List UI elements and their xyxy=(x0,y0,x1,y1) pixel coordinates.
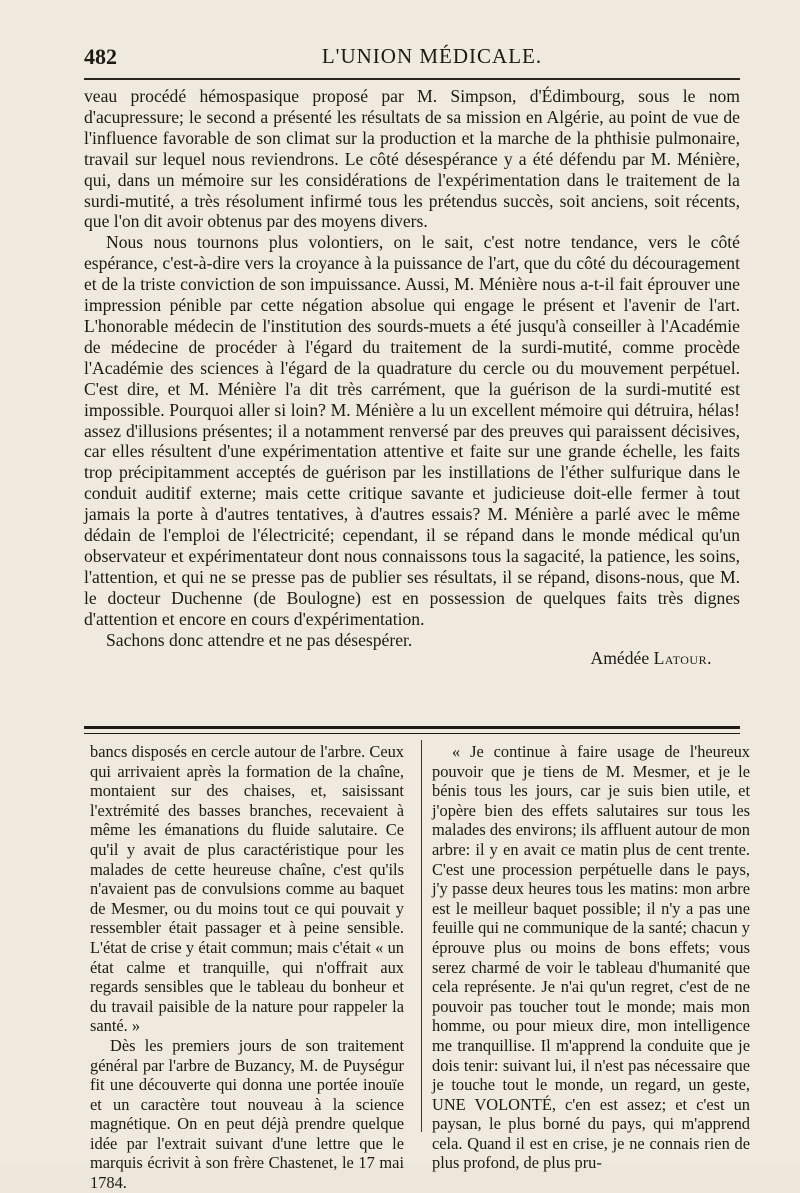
main-paragraph: Sachons donc attendre et ne pas désespérer. xyxy=(106,629,413,650)
main-article xyxy=(84,86,740,650)
page-header xyxy=(84,44,740,74)
signature-last-name: Latour. xyxy=(653,648,712,668)
running-title: L'UNION MÉDICALE. xyxy=(321,44,543,68)
feuilleton-rule xyxy=(84,726,740,734)
feuilleton-right-column xyxy=(432,742,750,1173)
feuilleton-paragraph: Dès les premiers jours de son traitement général par l'arbre de Buzancy, M. de Puységur fit une découverte qui donna une portée inouïe et un caractère tout nouveau à la science magnétique. On en peut déjà prendre quelque idée par l'extrait suivant d'une lettre que le marquis écrivit à son frère Chastenet, le 17 mai 1784. xyxy=(90,1035,404,1193)
header-rule xyxy=(84,78,740,80)
main-paragraph: Nous nous tournons plus volontiers, on le sait, c'est notre tendance, vers le côté espérance, c'est-à-dire vers la croyance à la puissance de l'art, que du côté du découragement et de la triste conviction de son impuissance. Aussi, M. Ménière nous a-t-il fait éprouver une impression pénible par cette négation absolue qui engage le présent et l'avenir de l'art. L'honorable médecin de l'institution des sourds-muets a été jusqu'à conseiller à l'Académie de médecine de procéder à l'égard du traitement de la surdi-mutité, comme procède l'Académie des sciences à l'égard de la quadrature du cercle ou du mouvement perpétuel. C'est dire, et M. Ménière l'a dit très carrément, que la guérison de la surdi-mutité est impossible. Pourquoi aller si loin? M. Ménière a lu un excellent mémoire qui détruira, hélas! assez d'illusions présentes; il a notamment renversé par des preuves qui paraissent décisives, car elles résultent d'une expérimentation attentive et faite sur une grande échelle, les faits trop précipitamment acceptés de guérison par les instillations de l'éther sulfurique dans le conduit auditif externe; mais cette critique savante et judicieuse doit-elle fermer à tout jamais la porte à d'autres tentatives, à d'autres essais? M. Ménière a parlé avec le même dédain de l'emploi de l'électricité; cependant, il se répand dans le monde médical qu'un observateur et expérimentateur dont nous connaissons tous la sagacité, la patience, les soins, l'attention, et qui ne se presse pas de publier ses résultats, il se répand, disons-nous, que M. le docteur Duchenne (de Boulogne) est en possession de quelques faits très dignes d'attention et encore en cours d'expérimentation. xyxy=(84,232,740,629)
feuilleton-paragraph: « Je continue à faire usage de l'heureux pouvoir que je tiens de M. Mesmer, et je le bénis tous les jours, car je suis bien utile, et j'opère bien des effets salutaires sur tous les malades des environs; ils affluent autour de mon arbre: il y en avait ce matin plus de cent trente. C'est une procession perpétuelle dans le pays, j'y passe deux heures tous les matins: mon arbre est le meilleur baquet possible; il n'y a pas une feuille qui ne communique de la santé; chacun y éprouve plus ou moins de bons effets; vous serez charmé de voir le tableau d'humanité que cela représente. Je n'ai qu'un regret, c'est de ne pouvoir pas toucher tout le monde; mais mon homme, ou pour mieux dire, mon intelligence me tranquillise. Il m'apprend la conduite que je dois tenir: suivant lui, il n'est pas nécessaire que je touche tout le monde, un regard, un geste, UNE VOLONTÉ, c'en est assez; et c'est un paysan, le plus borné du pays, qui m'apprend cela. Quand il est en crise, je ne connais rien de plus profond, de plus pru- xyxy=(432,742,750,1173)
feuilleton-paragraph: bancs disposés en cercle autour de l'arbre. Ceux qui arrivaient après la formation de la chaîne, montaient sur des chaises, et, saisissant l'extrémité des basses branches, recevaient à même les émanations du fluide salutaire. Ce qu'il y avait de plus caractéristique pour les malades de cette heureuse chaîne, c'est qu'ils n'avaient pas de convulsions comme au baquet de Mesmer, ou du moins tout ce qui pouvait y ressembler était passager et à peine sensible. L'état de crise y était commun; mais c'était « un état calme et tranquille, qui n'offrait aux regards sensibles que le tableau du bonheur et du travail paisible de la nature pour rappeler la santé. » xyxy=(90,742,404,1036)
column-divider xyxy=(421,740,422,1132)
author-signature xyxy=(591,648,712,669)
feuilleton-left-column xyxy=(90,742,404,1193)
main-paragraph: veau procédé hémospasique proposé par M. Simpson, d'Édimbourg, sous le nom d'acupressure; le second a présenté les résultats de sa mission en Algérie, au point de vue de l'influence favorable de son climat sur la production et la marche de la phthisie pulmonaire, travail sur lequel nous reviendrons. Le côté désespérance y a été défendu par M. Ménière, qui, dans un mémoire sur les considérations de l'expérimentation dans le traitement de la surdi-mutité, a très résolument infirmé tous les prétendus succès, soit anciens, soit récents, que l'on dit avoir obtenus par des moyens divers. xyxy=(84,86,740,232)
signature-first-name: Amédée xyxy=(590,648,650,668)
page-number: 482 xyxy=(84,44,117,69)
